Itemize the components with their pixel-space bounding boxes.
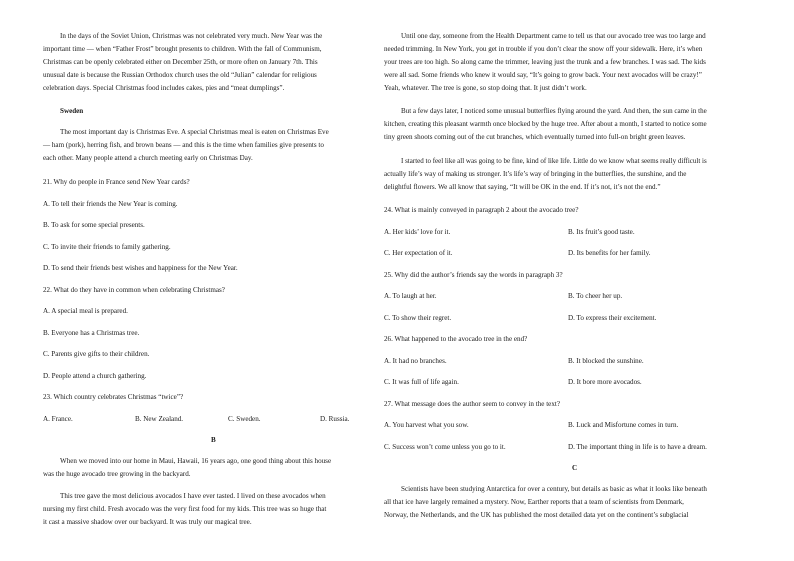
section-c-heading: C xyxy=(572,464,578,472)
q22-question: 22. What do they have in common when celebrating Christmas? xyxy=(43,286,225,294)
q23-option-c: C. Sweden. xyxy=(228,415,261,423)
p7-line: actually life’s way of making us stronger. It’s life’s way of bringing in the butterflies, the sunshine, and the xyxy=(384,170,687,178)
p8-line: Scientists have been studying Antarctica for over a century, but details as basic as what it looks like beneath xyxy=(401,485,707,493)
heading-sweden: Sweden xyxy=(60,107,84,115)
q27-option-b: B. Luck and Misfortune comes in turn. xyxy=(568,421,679,429)
p4-line: This tree gave the most delicious avocados I have ever tasted. I lived on these avocados when xyxy=(60,492,326,500)
q26-option-c: C. It was full of life again. xyxy=(384,378,459,386)
q27-option-d: D. The important thing in life is to have a dream. xyxy=(568,443,707,451)
q24-option-c: C. Her expectation of it. xyxy=(384,249,453,257)
p5-line: Yeah, whatever. The tree is gone, so stop doing that. It just didn’t work. xyxy=(384,84,587,92)
p5-line: your trees are too high. So along came the trimmer, leaving just the trunk and a few branches. I was sad. The kids xyxy=(384,58,706,66)
q27-option-a: A. You harvest what you sow. xyxy=(384,421,469,429)
q26-option-a: A. It had no branches. xyxy=(384,357,447,365)
q27-option-c: C. Success won’t come unless you go to it. xyxy=(384,443,506,451)
p3-line: was the huge avocado tree growing in the backyard. xyxy=(43,470,191,478)
p6-line: But a few days later, I noticed some unusual butterflies flying around the yard. And then, the sun came in the xyxy=(401,107,707,115)
p5-line: Until one day, someone from the Health Department came to tell us that our avocado tree was too large and xyxy=(401,32,706,40)
q24-option-d: D. Its benefits for her family. xyxy=(568,249,651,257)
q25-question: 25. Why did the author’s friends say the words in paragraph 3? xyxy=(384,271,563,279)
p1-line: In the days of the Soviet Union, Christmas was not celebrated very much. New Year was the xyxy=(60,32,323,40)
q25-option-d: D. To express their excitement. xyxy=(568,314,657,322)
p4-line: nursing my first child. Fresh avocado was the very first food for my kids. This tree was so huge that xyxy=(43,505,327,513)
q21-option: C. To invite their friends to family gathering. xyxy=(43,243,171,251)
q23-question: 23. Which country celebrates Christmas “twice”? xyxy=(43,393,184,401)
p5-line: needed trimming. In New York, you get in trouble if you don’t clear the snow off your sidewalk. Here, it’s when xyxy=(384,45,703,53)
q21-option: D. To send their friends best wishes and happiness for the New Year. xyxy=(43,264,238,272)
q26-question: 26. What happened to the avocado tree in the end? xyxy=(384,335,528,343)
q25-option-c: C. To show their regret. xyxy=(384,314,452,322)
q23-option-d: D. Russia. xyxy=(320,415,350,423)
q22-option: D. People attend a church gathering. xyxy=(43,372,147,380)
q22-option: A. A special meal is prepared. xyxy=(43,307,128,315)
q21-option: A. To tell their friends the New Year is coming. xyxy=(43,200,178,208)
q21-question: 21. Why do people in France send New Year cards? xyxy=(43,178,190,186)
p1-line: important time — when “Father Frost” brought presents to children. With the fall of Communism, xyxy=(43,45,322,53)
p4-line: it cast a massive shadow over our backyard. It was truly our magical tree. xyxy=(43,518,252,526)
q24-option-a: A. Her kids’ love for it. xyxy=(384,228,451,236)
p2-line: The most important day is Christmas Eve. A special Christmas meal is eaten on Christmas Eve xyxy=(60,128,329,136)
p7-line: I started to feel like all was going to be fine, kind of like life. Little do we know what seems really difficult is xyxy=(401,157,707,165)
p6-line: tiny green shoots coming out of the cut branches, which eventually turned into full-on bright green leaves. xyxy=(384,133,686,141)
q21-option: B. To ask for some special presents. xyxy=(43,221,145,229)
p1-line: Christmas can be openly celebrated either on December 25th, or more often on January 7th. This xyxy=(43,58,318,66)
q24-question: 24. What is mainly conveyed in paragraph 2 about the avocado tree? xyxy=(384,206,579,214)
p2-line: each other. Many people attend a church meeting early on Christmas Day. xyxy=(43,154,253,162)
q25-option-b: B. To cheer her up. xyxy=(568,292,623,300)
section-b-heading: B xyxy=(211,436,216,444)
q26-option-b: B. It blocked the sunshine. xyxy=(568,357,644,365)
p6-line: kitchen, creating this pleasant warmth once blocked by the huge tree. After about a month, I started to notice some xyxy=(384,120,707,128)
q26-option-d: D. It bore more avocados. xyxy=(568,378,642,386)
q27-question: 27. What message does the author seem to convey in the text? xyxy=(384,400,560,408)
p3-line: When we moved into our home in Maui, Hawaii, 16 years ago, one good thing about this house xyxy=(60,457,332,465)
p7-line: delightful flowers. We all know that saying, “It will be OK in the end. If it’s not, it’s not the end.” xyxy=(384,183,661,191)
q22-option: B. Everyone has a Christmas tree. xyxy=(43,329,140,337)
q23-option-a: A. France. xyxy=(43,415,73,423)
q25-option-a: A. To laugh at her. xyxy=(384,292,437,300)
p1-line: unusual date is because the Russian Orthodox church uses the old “Julian” calendar for religious xyxy=(43,71,317,79)
q23-option-b: B. New Zealand. xyxy=(135,415,184,423)
q22-option: C. Parents give gifts to their children. xyxy=(43,350,150,358)
p5-line: were all sad. Some friends who knew it would say, “It’s going to grow back. Your next avocados will be crazy!” xyxy=(384,71,702,79)
p1-line: celebration days. Special Christmas food includes cakes, pies and “meat dumplings”. xyxy=(43,84,285,92)
p8-line: all that ice have largely remained a mystery. Now, Earther reports that a team of scientists from Denmark, xyxy=(384,498,684,506)
p8-line: Norway, the Netherlands, and the UK has published the most detailed data yet on the continent’s subglacial xyxy=(384,511,689,519)
q24-option-b: B. Its fruit’s good taste. xyxy=(568,228,635,236)
p2-line: — ham (pork), herring fish, and brown beans — and this is the time when families give presents to xyxy=(43,141,324,149)
